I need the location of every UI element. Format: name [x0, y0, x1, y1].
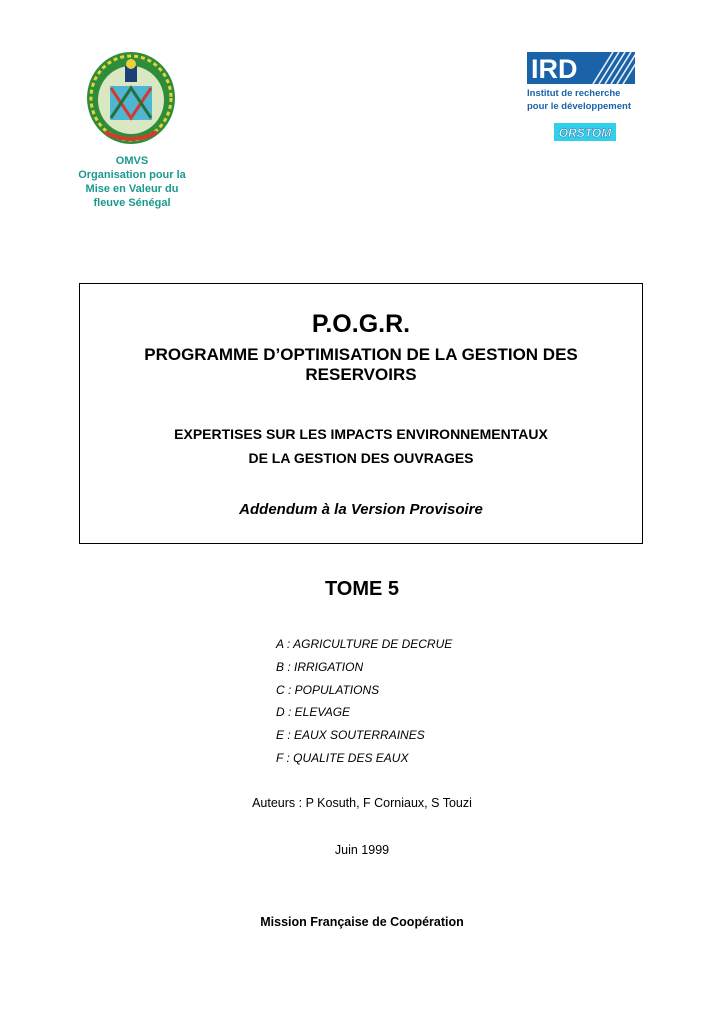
omvs-emblem-logo [83, 48, 179, 146]
subtitle-line: PROGRAMME D’OPTIMISATION DE LA GESTION DES [144, 345, 578, 364]
ird-tagline-line: pour le développement [527, 101, 631, 112]
orstom-logo [554, 123, 616, 141]
list-item: A : AGRICULTURE DE DECRUE [276, 637, 453, 651]
expertises-heading [100, 422, 622, 470]
omvs-caption [52, 154, 212, 210]
tome-contents-list [276, 633, 452, 770]
list-item: C : POPULATIONS [276, 682, 380, 697]
expertises-line: DE LA GESTION DES OUVRAGES [248, 450, 474, 466]
list-item: D : ELEVAGE [276, 705, 351, 720]
list-item: F : QUALITE DES EAUX [276, 750, 409, 765]
expertises-line: EXPERTISES SUR LES IMPACTS ENVIRONNEMENTAUX [174, 426, 548, 442]
programme-subtitle [100, 345, 622, 385]
tome-heading: TOME 5 [324, 578, 400, 600]
ird-tagline-line: Institut de recherche [527, 88, 621, 99]
ird-logo [527, 52, 635, 84]
orstom-logo-text: ORSTOM [558, 126, 612, 140]
omvs-name-line: fleuve Sénégal [93, 197, 171, 209]
mission-credit: Mission Française de Coopération [260, 915, 464, 929]
omvs-name-line: Organisation pour la [78, 169, 186, 181]
list-item: B : IRRIGATION [276, 659, 364, 674]
list-item: E : EAUX SOUTERRAINES [276, 728, 425, 743]
omvs-acronym: OMVS [115, 155, 149, 167]
subtitle-line: RESERVOIRS [305, 365, 417, 384]
addendum-note: Addendum à la Version Provisoire [239, 501, 483, 518]
authors-line: Auteurs : P Kosuth, F Corniaux, S Touzi [252, 796, 472, 810]
ird-tagline [527, 87, 677, 113]
main-title: P.O.G.R. [311, 310, 411, 338]
omvs-name-line: Mise en Valeur du [85, 183, 179, 195]
title-box [79, 283, 643, 544]
ird-logo-text: IRD [531, 54, 578, 84]
publication-date: Juin 1999 [334, 843, 390, 857]
